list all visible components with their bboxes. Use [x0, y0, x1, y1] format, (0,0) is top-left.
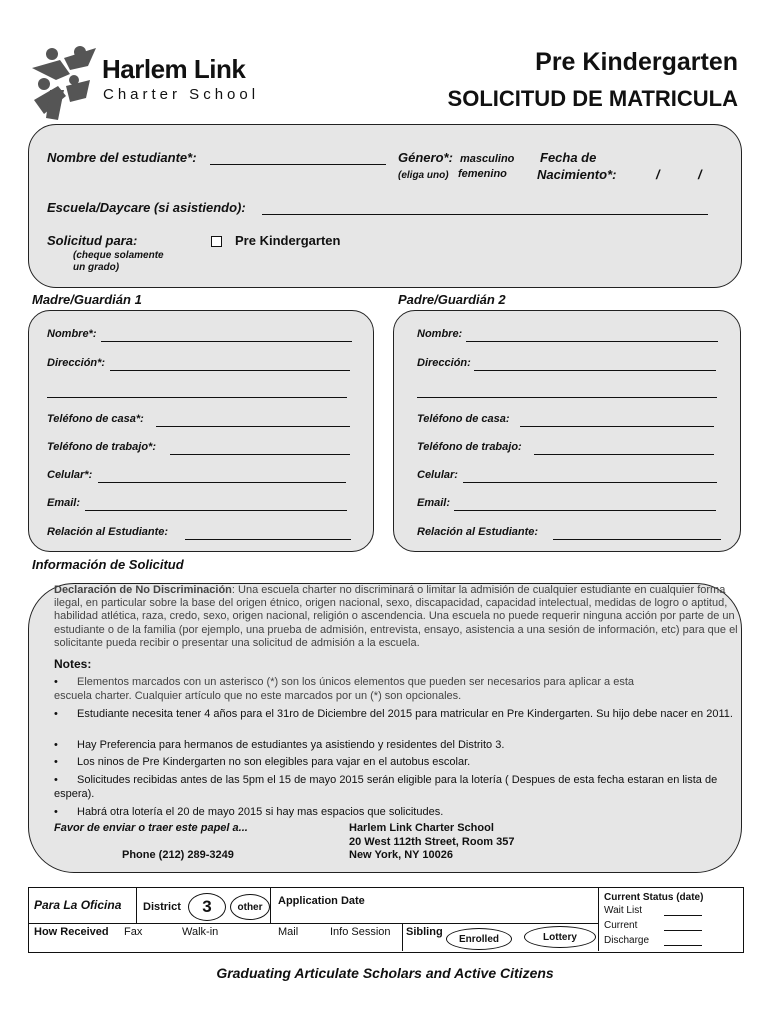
- g2-relation-label: Relación al Estudiante:: [417, 526, 539, 538]
- lottery-oval[interactable]: Lottery: [524, 926, 596, 948]
- pre-k-checkbox[interactable]: [211, 236, 222, 247]
- gender-male-option[interactable]: masculino: [460, 153, 515, 165]
- g1-name-field[interactable]: [101, 341, 352, 342]
- g1-cell-label: Celular*:: [47, 469, 93, 481]
- school-label: Escuela/Daycare (si asistiendo):: [47, 200, 246, 215]
- g2-home-phone-field[interactable]: [520, 426, 714, 427]
- gender-female-option[interactable]: femenino: [458, 168, 507, 180]
- bullet-icon: •: [54, 806, 58, 818]
- g1-home-phone-label: Teléfono de casa*:: [47, 413, 144, 425]
- g2-work-phone-field[interactable]: [534, 454, 714, 455]
- status-wait-list: Wait List: [604, 905, 642, 916]
- note-item: • Los ninos de Pre Kindergarten no son elegibles para vajar en el autobus escolar.: [54, 756, 471, 768]
- non-discrimination-title: Declaración de No Discriminación: [54, 584, 232, 596]
- student-name-field[interactable]: [210, 164, 386, 165]
- enrolled-oval[interactable]: Enrolled: [446, 928, 512, 950]
- guardian1-heading: Madre/Guardián 1: [32, 292, 142, 307]
- guardian2-section: [393, 310, 741, 552]
- send-instruction: Favor de enviar o traer este papel a...: [54, 822, 248, 834]
- non-discrimination-statement: [54, 584, 738, 650]
- wait-list-field[interactable]: [664, 915, 702, 916]
- discharge-field[interactable]: [664, 945, 702, 946]
- g2-cell-label: Celular:: [417, 469, 458, 481]
- gender-label: Género*:: [398, 150, 453, 165]
- bullet-icon: •: [54, 708, 58, 720]
- bullet-icon: •: [54, 676, 58, 688]
- office-col-divider: [136, 887, 137, 923]
- school-address-line-1: Harlem Link Charter School: [349, 822, 494, 834]
- note-item: • Elementos marcados con un asterisco (*) son los únicos elementos que pueden ser necesarios para aplicar a esta escuela charter. Cualquier artículo que no este marcados por un (*) son opcionales.: [54, 676, 635, 702]
- bullet-icon: •: [54, 774, 58, 786]
- notes-label: Notes:: [54, 657, 92, 671]
- school-field[interactable]: [262, 214, 708, 215]
- apply-label: Solicitud para:: [47, 233, 138, 248]
- current-status-label: Current Status (date): [604, 892, 704, 903]
- note-item: • Solicitudes recibidas antes de las 5pm el 15 de mayo 2015 serán eligible para la lotería ( Despues de esta fecha estaran en lista de espera).: [54, 774, 718, 800]
- g1-relation-field[interactable]: [185, 539, 351, 540]
- guardian2-heading: Padre/Guardián 2: [398, 292, 506, 307]
- application-date-label: Application Date: [278, 895, 365, 907]
- dob-separator: /: [656, 167, 660, 182]
- g2-address-field-2[interactable]: [417, 397, 717, 398]
- school-logo: [30, 40, 270, 120]
- status-discharge: Discharge: [604, 935, 650, 946]
- gender-hint: (eliga uno): [398, 170, 449, 181]
- note-item: • Habrá otra lotería el 20 de mayo 2015 si hay mas espacios que solicitudes.: [54, 806, 444, 818]
- g2-address-label: Dirección:: [417, 357, 471, 369]
- logo-title: Harlem Link: [102, 54, 246, 84]
- apply-hint: (cheque solamente: [73, 250, 164, 261]
- student-name-label: Nombre del estudiante*:: [47, 150, 197, 165]
- g1-relation-label: Relación al Estudiante:: [47, 526, 169, 538]
- school-phone: Phone (212) 289-3249: [122, 849, 234, 861]
- info-heading: Información de Solicitud: [32, 557, 184, 572]
- dob-separator: /: [698, 167, 702, 182]
- g1-email-field[interactable]: [85, 510, 347, 511]
- received-mail[interactable]: Mail: [278, 926, 299, 938]
- school-address-line-2: 20 West 112th Street, Room 357: [349, 836, 515, 848]
- current-field[interactable]: [664, 930, 702, 931]
- g1-work-phone-label: Teléfono de trabajo*:: [47, 441, 156, 453]
- apply-hint: un grado): [73, 262, 120, 273]
- form-subtitle: SOLICITUD DE MATRICULA: [447, 86, 738, 111]
- sibling-label: Sibling: [406, 926, 443, 938]
- office-label: Para La Oficina: [34, 898, 122, 912]
- district-value-oval[interactable]: 3: [188, 893, 226, 921]
- office-row-divider: [28, 923, 599, 924]
- g2-name-label: Nombre:: [417, 328, 463, 340]
- g2-email-label: Email:: [417, 497, 451, 509]
- g2-name-field[interactable]: [466, 341, 718, 342]
- g1-address-field[interactable]: [110, 370, 350, 371]
- bullet-icon: •: [54, 756, 58, 768]
- bullet-icon: •: [54, 739, 58, 751]
- pre-k-option-label: Pre Kindergarten: [235, 233, 341, 248]
- g1-cell-field[interactable]: [98, 482, 346, 483]
- district-label: District: [143, 901, 181, 913]
- g1-work-phone-field[interactable]: [170, 454, 350, 455]
- note-item: • Estudiante necesita tener 4 años para el 31ro de Diciembre del 2015 para matricular en Pre Kindergarten. Su hijo debe nacer en 2011.: [54, 708, 733, 720]
- g2-email-field[interactable]: [454, 510, 716, 511]
- received-info-session[interactable]: Info Session: [330, 926, 391, 938]
- note-item: • Hay Preferencia para hermanos de estudiantes ya asistiendo y residentes del Distrito 3.: [54, 739, 505, 751]
- guardian1-section: [28, 310, 374, 552]
- non-discrimination-text: : Una escuela charter no discriminará o limitar la admisión de cualquier estudiante en cualquier forma ilegal, en particular sobre la base del origen étnico, origen nacional, sexo, discapacidad, capacidad intelectual, medidas de logro o aptitud, habilidad atlética, raza, credo, sexo, origen nacional, religión o ascendencia. Una escuela no puede requerir ninguna acción por parte de un estudiante o de la familia (por ejemplo, una prueba de admisión, entrevista, ensayo, asistencia a una sesión de información, etc) para que el solicitante pueda recibir o presentar una solicitud de admisión a la escuela.: [54, 584, 738, 649]
- received-fax[interactable]: Fax: [124, 926, 143, 938]
- logo-figures-icon: [30, 40, 102, 122]
- g2-relation-field[interactable]: [553, 539, 721, 540]
- form-title: Pre Kindergarten: [535, 48, 738, 76]
- how-received-label: How Received: [34, 926, 109, 938]
- dob-label-2: Nacimiento*:: [537, 167, 617, 182]
- status-current: Current: [604, 920, 638, 931]
- school-address-line-3: New York, NY 10026: [349, 849, 453, 861]
- office-col-divider: [598, 887, 599, 951]
- g1-address-field-2[interactable]: [47, 397, 347, 398]
- g1-name-label: Nombre*:: [47, 328, 97, 340]
- received-walk-in[interactable]: Walk-in: [182, 926, 219, 938]
- logo-subtitle: Charter School: [103, 86, 260, 103]
- g1-home-phone-field[interactable]: [156, 426, 350, 427]
- g1-email-label: Email:: [47, 497, 81, 509]
- other-oval[interactable]: other: [230, 894, 270, 920]
- g2-cell-field[interactable]: [463, 482, 717, 483]
- g2-address-field[interactable]: [474, 370, 716, 371]
- dob-label-1: Fecha de: [540, 150, 597, 165]
- g2-home-phone-label: Teléfono de casa:: [417, 413, 510, 425]
- footer-motto: Graduating Articulate Scholars and Active Citizens: [216, 965, 554, 981]
- g2-work-phone-label: Teléfono de trabajo:: [417, 441, 522, 453]
- office-col-divider: [270, 887, 271, 923]
- office-col-divider: [402, 923, 403, 951]
- g1-address-label: Dirección*:: [47, 357, 106, 369]
